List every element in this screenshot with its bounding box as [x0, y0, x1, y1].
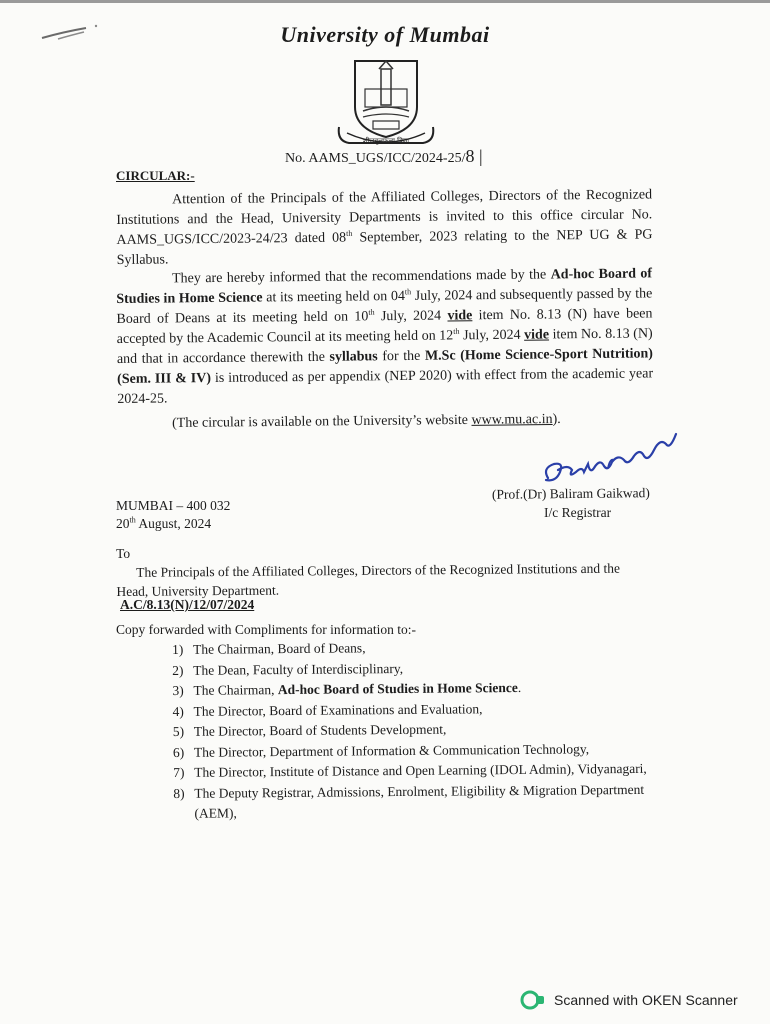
paragraph-recommendations: They are hereby informed that the recommendations made by the Ad-hoc Board of Studies in Home Science at its meeting held on 04th July, 2024 and subsequently passed by the Board of Deans at its meeting held on 10th July, 2024 vide item No. 8.13 (N) have been accepted by the Academic Council at its meeting held on 12th July, 2024 vide item No. 8.13 (N) and that in accordance therewith the syllabus for the M.Sc (Home Science-Sport Nutrition) (Sem. III & IV) is introduced as per appendix (NEP 2020) with effect from the academic year 2024-25.	[116, 266, 654, 407]
circular-number-handwritten: 8 |	[465, 146, 483, 166]
copy-forwarded-list	[172, 636, 654, 825]
place-date-block	[116, 497, 230, 533]
paragraph-website-note: (The circular is available on the University’s website www.mu.ac.in).	[172, 411, 561, 431]
university-emblem-icon	[333, 55, 439, 151]
list-item: 5) The Director, Board of Students Development,	[172, 721, 447, 739]
date: 20th August, 2024	[116, 515, 212, 531]
copy-forwarded-intro: Copy forwarded with Compliments for information to:-	[116, 622, 416, 637]
list-item: 7) The Director, Institute of Distance and Open Learning (IDOL Admin), Vidyanagari,	[173, 760, 647, 780]
circular-number: No. AAMS_UGS/ICC/2024-25/8 |	[285, 146, 483, 166]
circular-heading: CIRCULAR:-	[116, 168, 195, 183]
list-item: 2) The Dean, Faculty of Interdisciplinary,	[172, 660, 404, 678]
paragraph-attention: Attention of the Principals of the Affiliated Colleges, Directors of the Recognized Institutions and the Head, University Departments is invited to this office circular No. AAMS_UGS/ICC/2023-24/23 dated 08th September, 2023 relating to the NEP UG & PG Syllabus.	[116, 187, 653, 268]
to-block	[116, 539, 636, 601]
scanner-text: Scanned with OKEN Scanner	[554, 992, 738, 1008]
list-item: 4) The Director, Board of Examinations and Evaluation,	[172, 700, 483, 719]
list-item: 6) The Director, Department of Information & Communication Technology,	[172, 740, 590, 760]
academic-council-reference: A.C/8.13(N)/12/07/2024	[120, 597, 255, 612]
to-recipients: The Principals of the Affiliated Colleges, Directors of the Recognized Institutions and the Head, University Department.	[116, 560, 621, 599]
emblem-motto: शीलवृत्तफला विद्या	[362, 137, 410, 145]
signatory-title: I/c Registrar	[544, 505, 612, 520]
scanner-watermark	[520, 990, 738, 1010]
list-item: 8) The Deputy Registrar, Admissions, Enrolment, Eligibility & Migration Department (AEM),	[173, 781, 645, 821]
list-item: 3) The Chairman, Ad-hoc Board of Studies in Home Science.	[172, 679, 522, 698]
to-label: To	[116, 545, 131, 561]
registrar-signature-icon	[538, 428, 688, 490]
list-item: 1) The Chairman, Board of Deans,	[172, 640, 366, 657]
scan-edge-line	[0, 0, 770, 3]
website-link[interactable]: www.mu.ac.in	[471, 412, 553, 428]
place: MUMBAI – 400 032	[116, 498, 231, 513]
university-title: University of Mumbai	[280, 22, 490, 47]
oken-scanner-logo-icon	[520, 990, 546, 1010]
signatory-name: (Prof.(Dr) Baliram Gaikwad)	[491, 485, 650, 502]
